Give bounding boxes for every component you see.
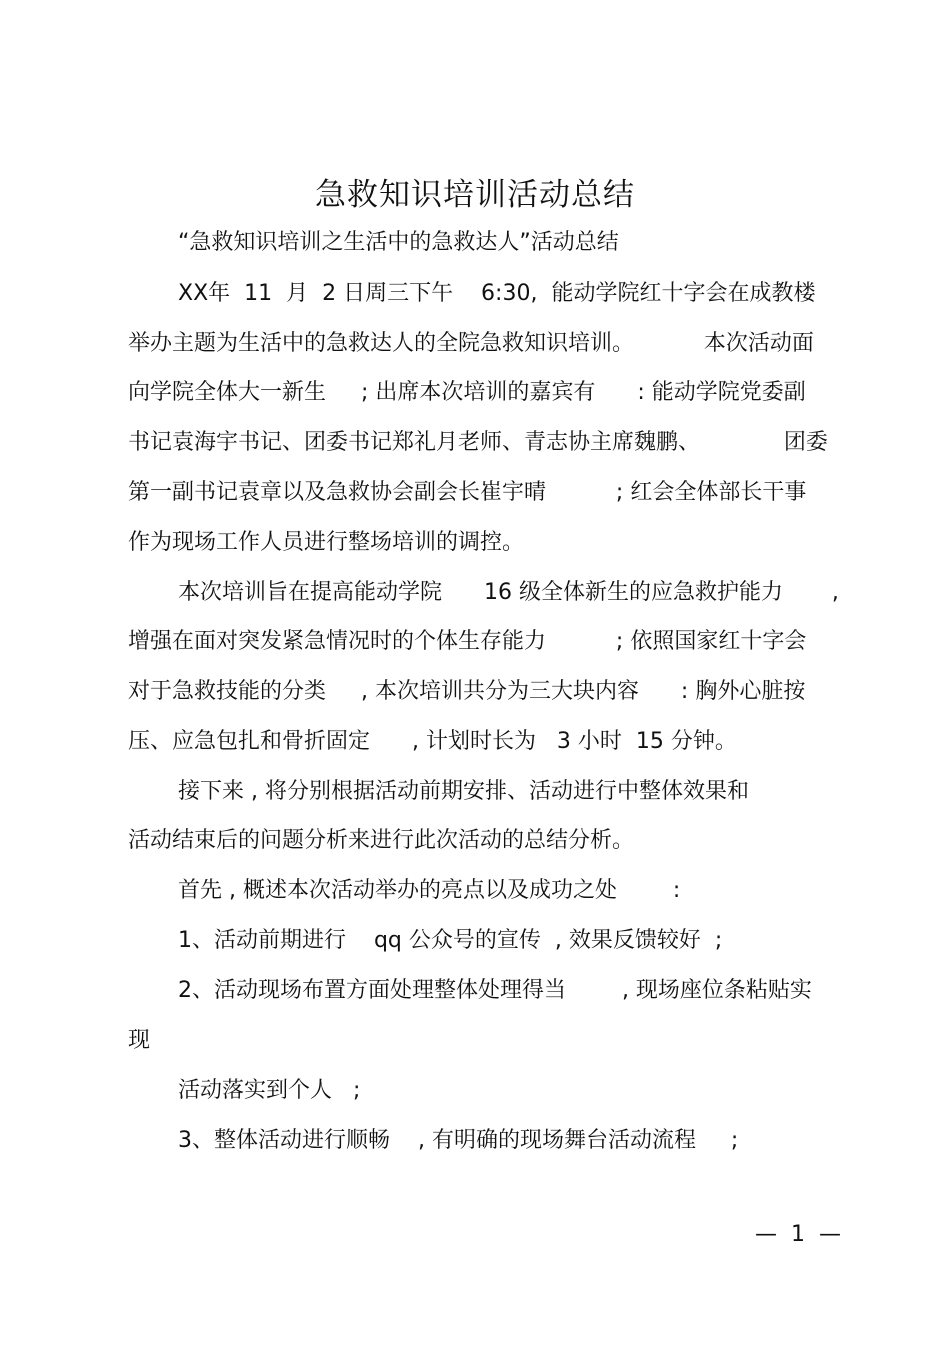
paragraph-line: 现 — [128, 1028, 151, 1053]
paragraph-line: 举办主题为生活中的急救达人的全院急救知识培训。 本次活动面 — [128, 331, 814, 356]
paragraph-line: 接下来 , 将分别根据活动前期安排、活动进行中整体效果和 — [178, 779, 749, 804]
paragraph-line: 活动结束后的问题分析来进行此次活动的总结分析。 — [128, 828, 635, 853]
paragraph-line: 向学院全体大一新生 ; 出席本次培训的嘉宾有 : 能动学院党委副 — [128, 380, 806, 405]
paragraph-line: 首先 , 概述本次活动举办的亮点以及成功之处 : — [178, 878, 681, 903]
document-title: 急救知识培训活动总结 — [315, 177, 635, 213]
document-subtitle: “急救知识培训之生活中的急救达人”活动总结 — [178, 230, 619, 255]
paragraph-line: 活动落实到个人 ; — [178, 1078, 361, 1103]
paragraph-line: 增强在面对突发紧急情况时的个体生存能力 ; 依照国家红十字会 — [128, 629, 807, 654]
paragraph-line: XX年 11 月 2 日周三下午 6:30, 能动学院红十字会在成教楼 — [178, 281, 816, 306]
paragraph-line: 第一副书记袁章以及急救协会副会长崔宇晴 ; 红会全体部长干事 — [128, 480, 807, 505]
paragraph-line: 本次培训旨在提高能动学院 16 级全体新生的应急救护能力 , — [178, 580, 839, 605]
list-item: 2、活动现场布置方面处理整体处理得当 , 现场座位条粘贴实 — [178, 978, 812, 1003]
list-item: 3、整体活动进行顺畅 , 有明确的现场舞台活动流程 ; — [178, 1128, 739, 1153]
page-number: — 1 — — [755, 1222, 841, 1247]
paragraph-line: 书记袁海宇书记、团委书记郑礼月老师、青志协主席魏鹏、 团委 — [128, 430, 828, 455]
paragraph-line: 作为现场工作人员进行整场培训的调控。 — [128, 530, 525, 555]
paragraph-line: 对于急救技能的分类 , 本次培训共分为三大块内容 : 胸外心脏按 — [128, 679, 806, 704]
list-item: 1、活动前期进行 qq 公众号的宣传 , 效果反馈较好 ; — [178, 928, 723, 953]
paragraph-line: 压、应急包扎和骨折固定 , 计划时长为 3 小时 15 分钟。 — [128, 729, 737, 754]
